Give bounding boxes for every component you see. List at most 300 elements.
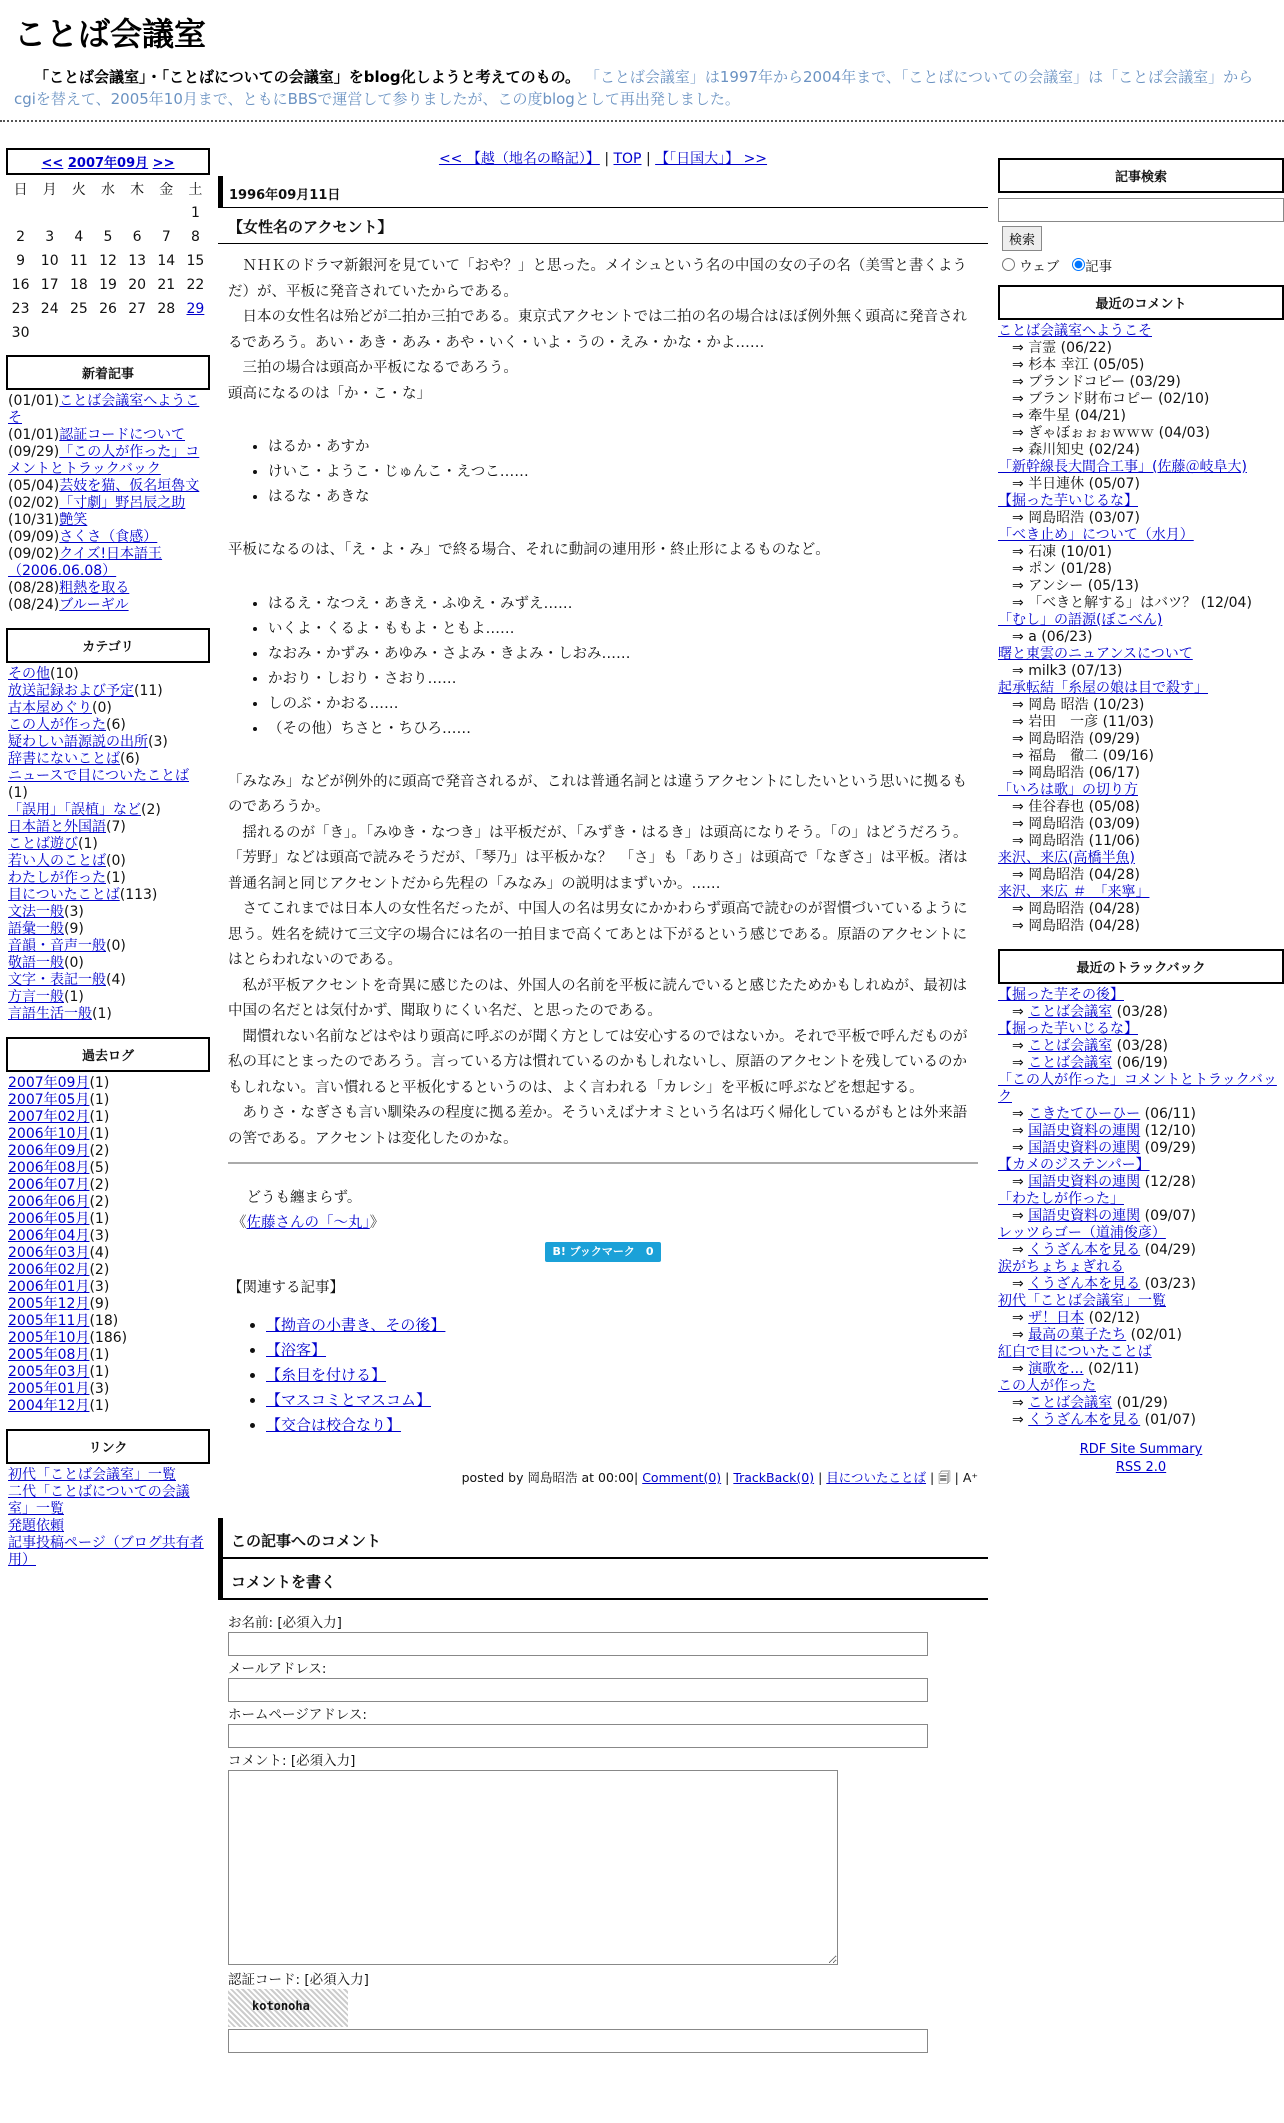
recent-article-item bbox=[8, 529, 208, 546]
calendar-day: 2 bbox=[16, 229, 26, 245]
calendar-day: 7 bbox=[161, 229, 171, 245]
recent-article-date: (05/04) bbox=[8, 478, 60, 494]
calendar-prev-link[interactable]: << bbox=[41, 156, 64, 171]
calendar-day: 18 bbox=[69, 277, 88, 293]
sato-maru-link[interactable]: 佐藤さんの「～丸」 bbox=[246, 1215, 370, 1231]
calendar-day: 16 bbox=[11, 277, 30, 293]
recent-comment-date: (03/29) bbox=[1129, 374, 1181, 390]
homepage-input[interactable] bbox=[228, 1724, 928, 1748]
calendar-day bbox=[181, 297, 210, 321]
trackback-link[interactable]: TrackBack(0) bbox=[733, 1470, 815, 1485]
recent-comment-author: 岩田 一彦 bbox=[1028, 714, 1099, 730]
recent-article-link[interactable]: 粗熱を取る bbox=[59, 580, 130, 596]
recent-comment-date: (11/06) bbox=[1088, 833, 1140, 849]
recent-trackback-entry bbox=[998, 1395, 1284, 1412]
archive-link[interactable]: 2006年04月 bbox=[8, 1228, 90, 1244]
recent-trackback-author[interactable]: くうざん本を見る bbox=[1028, 1412, 1141, 1428]
recent-comment-author: ブランドコピー bbox=[1028, 374, 1126, 390]
recent-trackback-article-link[interactable]: 初代「ことば会議室」一覧 bbox=[998, 1293, 1166, 1309]
recent-trackback-author[interactable]: ザ！日本 bbox=[1028, 1310, 1085, 1326]
category-count: (0) bbox=[106, 853, 126, 869]
entry-paragraph: 「みなみ」などが例外的に頭高で発音されるが、これは普通名詞とは違うアクセントにしたいという思いに拠るものであろうか。 bbox=[228, 773, 968, 815]
recent-comment-article-link[interactable]: 来沢、来広 ＃ 「来寧」 bbox=[998, 884, 1150, 900]
flat-name-list bbox=[268, 592, 978, 742]
link[interactable]: 記事投稿ページ（ブログ共有者用） bbox=[8, 1535, 204, 1568]
recent-comment-author: 言霊 bbox=[1028, 340, 1057, 356]
recent-comment-article bbox=[998, 782, 1284, 799]
recent-article-link[interactable]: クイズ!日本語王（2006.06.08） bbox=[8, 546, 163, 579]
recent-trackback-entry bbox=[998, 1208, 1284, 1225]
category-link[interactable]: 若い人のことば bbox=[8, 853, 106, 869]
recent-trackback-author[interactable]: 国語史資料の連関 bbox=[1028, 1208, 1141, 1224]
rss2-link[interactable]: RSS 2.0 bbox=[1115, 1460, 1167, 1475]
recent-article-item bbox=[8, 427, 208, 444]
arrow-icon: ⇒ bbox=[1012, 1310, 1029, 1326]
recent-trackback-article-link[interactable]: 涙がちょちょぎれる bbox=[998, 1259, 1124, 1275]
site-description bbox=[14, 66, 1274, 110]
archive-count: (5) bbox=[89, 1160, 110, 1176]
recent-comment-entry bbox=[998, 510, 1284, 527]
recent-trackback-entry bbox=[998, 1310, 1284, 1327]
category-link[interactable]: この人が作った bbox=[8, 717, 106, 733]
recent-comment-date: (01/28) bbox=[1060, 561, 1112, 577]
recent-trackback-author[interactable]: くうざん本を見る bbox=[1028, 1242, 1141, 1258]
calendar-day: 12 bbox=[99, 253, 117, 269]
archive-item bbox=[8, 1330, 208, 1347]
recent-trackback-date: (12/10) bbox=[1144, 1123, 1196, 1139]
recent-article-item bbox=[8, 444, 208, 478]
archive-item bbox=[8, 1211, 208, 1228]
recent-trackback-author[interactable]: 国語史資料の連関 bbox=[1028, 1174, 1141, 1190]
recent-comment-author: 岡島昭浩 bbox=[1028, 510, 1085, 526]
calendar-weekday: 木 bbox=[130, 182, 145, 198]
recent-article-link[interactable]: 認証コードについて bbox=[59, 427, 186, 443]
recent-comment-article bbox=[998, 612, 1284, 629]
archive-link[interactable]: 2006年10月 bbox=[8, 1126, 90, 1142]
recent-comment-article-link[interactable]: 「いろは歌」の切り方 bbox=[998, 782, 1138, 798]
name-list-item: • なおみ・かずみ・あゆみ・さよみ・きよみ・しおみ…… bbox=[268, 642, 978, 667]
recent-comment-entry bbox=[998, 663, 1284, 680]
archive-count: (2) bbox=[89, 1143, 110, 1159]
recent-comment-date: (06/23) bbox=[1041, 629, 1093, 645]
top-link[interactable]: TOP bbox=[613, 151, 642, 167]
entry-paragraph: 三拍の場合は頭高か平板になるであろう。 bbox=[228, 360, 518, 376]
archive-count: (1) bbox=[89, 1398, 110, 1414]
recent-trackback-author[interactable]: こきたてひーひー bbox=[1028, 1106, 1141, 1122]
category-link[interactable]: 「誤用」「誤植」など bbox=[8, 802, 141, 818]
link[interactable]: 発題依頼 bbox=[8, 1518, 64, 1534]
archive-item bbox=[8, 1262, 208, 1279]
archive-link[interactable]: 2006年09月 bbox=[8, 1143, 90, 1159]
category-item bbox=[8, 666, 208, 683]
archive-item bbox=[8, 1177, 208, 1194]
recent-comment-article-link[interactable]: 「新幹線長大間合工事」(佐藤＠岐阜大) bbox=[998, 459, 1247, 475]
archive-link[interactable]: 2006年02月 bbox=[8, 1262, 90, 1278]
recent-comment-article-link[interactable]: 曙と東雲のニュアンスについて bbox=[998, 646, 1193, 662]
recent-articles-list bbox=[6, 393, 210, 614]
captcha-label: 認証コード: [必須入力] bbox=[228, 1972, 369, 1988]
recent-comment-author: 佳谷春也 bbox=[1028, 799, 1085, 815]
recent-comment-author: 石凍 bbox=[1028, 544, 1057, 560]
links-list bbox=[6, 1467, 210, 1569]
calendar-day: 9 bbox=[16, 253, 26, 269]
archive-link[interactable]: 2007年05月 bbox=[8, 1092, 90, 1108]
recent-comment-entry bbox=[998, 765, 1284, 782]
category-item bbox=[8, 870, 208, 887]
calendar-day: 11 bbox=[69, 253, 88, 269]
recent-article-date: (09/02) bbox=[8, 546, 60, 562]
category-link[interactable]: ことば遊び bbox=[8, 836, 78, 852]
category-link[interactable]: 放送記録および予定 bbox=[8, 683, 134, 699]
category-link[interactable]: 目についたことば bbox=[826, 1470, 927, 1485]
calendar-day bbox=[93, 321, 122, 345]
arrow-icon: ⇒ bbox=[1012, 833, 1029, 849]
recent-trackback-article bbox=[998, 1157, 1284, 1174]
category-link[interactable]: 疑わしい語源説の出所 bbox=[8, 734, 148, 750]
homepage-label: ホームページアドレス: bbox=[228, 1707, 367, 1723]
recent-comment-entry bbox=[998, 867, 1284, 884]
archive-item bbox=[8, 1143, 208, 1160]
recent-trackback-date: (06/19) bbox=[1116, 1055, 1168, 1071]
arrow-icon: ⇒ bbox=[1012, 867, 1029, 883]
recent-article-link[interactable]: 「寸劇」野呂辰之助 bbox=[59, 495, 186, 511]
arrow-icon: ⇒ bbox=[1012, 1106, 1029, 1122]
recent-trackback-article-link[interactable]: 【掘った芋いじるな】 bbox=[998, 1021, 1138, 1037]
recent-comment-entry bbox=[998, 425, 1284, 442]
related-link[interactable]: 【浴客】 bbox=[266, 1341, 327, 1359]
archive-item bbox=[8, 1364, 208, 1381]
recent-trackback-author[interactable]: 国語史資料の連関 bbox=[1028, 1140, 1141, 1156]
calendar-day bbox=[181, 321, 210, 345]
recent-trackback-date: (04/29) bbox=[1144, 1242, 1196, 1258]
related-link[interactable]: 【交合は校合なり】 bbox=[266, 1416, 402, 1434]
category-link[interactable]: 辞書にないことば bbox=[8, 751, 120, 767]
rdf-link[interactable]: RDF Site Summary bbox=[1079, 1442, 1203, 1457]
archive-link[interactable]: 2005年10月 bbox=[8, 1330, 90, 1346]
recent-trackback-entry bbox=[998, 1055, 1284, 1072]
search-scope bbox=[1002, 255, 1284, 275]
category-link[interactable]: 文法一般 bbox=[8, 904, 64, 920]
archive-count: (1) bbox=[89, 1211, 110, 1227]
category-count: (9) bbox=[64, 921, 84, 937]
category-item bbox=[8, 921, 208, 938]
archive-link[interactable]: 2005年03月 bbox=[8, 1364, 90, 1380]
recent-comment-author: 岡島昭浩 bbox=[1028, 765, 1085, 781]
recent-article-item bbox=[8, 478, 208, 495]
search-input[interactable] bbox=[998, 198, 1284, 222]
calendar-day bbox=[35, 321, 64, 345]
link-item bbox=[8, 1484, 208, 1518]
arrow-icon: ⇒ bbox=[1012, 799, 1029, 815]
related-link[interactable]: 【拗音の小書き、その後】 bbox=[266, 1316, 446, 1334]
category-link[interactable]: その他 bbox=[8, 666, 50, 682]
recent-article-date: (01/01) bbox=[8, 393, 60, 409]
archive-link[interactable]: 2005年08月 bbox=[8, 1347, 90, 1363]
category-count: (4) bbox=[106, 972, 126, 988]
related-item bbox=[266, 1363, 988, 1388]
recent-comment-entry bbox=[998, 374, 1284, 391]
recent-comment-author: 「べきと解する」はバツ？ bbox=[1028, 595, 1197, 611]
archive-link[interactable]: 2005年01月 bbox=[8, 1381, 90, 1397]
archive-link[interactable]: 2006年05月 bbox=[8, 1211, 90, 1227]
recent-comment-entry bbox=[998, 561, 1284, 578]
recent-trackback-author[interactable]: ことば会議室 bbox=[1028, 1004, 1113, 1020]
recent-comment-article bbox=[998, 884, 1284, 901]
recent-comment-entry bbox=[998, 408, 1284, 425]
category-count: (7) bbox=[106, 819, 126, 835]
recent-comment-article-link[interactable]: 来沢、来広(高橋半魚) bbox=[998, 850, 1135, 866]
recent-comment-article bbox=[998, 680, 1284, 697]
recent-article-link[interactable]: 芸妓を猫、仮名垣魯文 bbox=[59, 478, 200, 494]
calendar-weekday: 土 bbox=[188, 182, 203, 198]
recent-comment-author: ブランド財布コピー bbox=[1028, 391, 1154, 407]
recent-article-date: (08/28) bbox=[8, 580, 60, 596]
entry-paragraph: ＮＨＫのドラマ新銀河を見ていて「おや？」と思った。メイシュという名の中国の女の子の名（美雪と書くようだ）が、平板に発音されていたからである。 bbox=[228, 258, 967, 300]
calendar-day bbox=[123, 321, 152, 345]
recent-trackback-entry bbox=[998, 1140, 1284, 1157]
archive-link[interactable]: 2006年08月 bbox=[8, 1160, 90, 1176]
archive-link[interactable]: 2005年11月 bbox=[8, 1313, 90, 1329]
calendar-day bbox=[152, 201, 181, 225]
category-item bbox=[8, 955, 208, 972]
archive-link[interactable]: 2005年12月 bbox=[8, 1296, 90, 1312]
recent-trackback-article-link[interactable]: 【掘った芋その後】 bbox=[998, 987, 1124, 1003]
captcha-image: kotonoha bbox=[228, 1989, 348, 2027]
radio-web[interactable] bbox=[1002, 258, 1015, 271]
recent-comment-article bbox=[998, 850, 1284, 867]
category-link[interactable]: 方言一般 bbox=[8, 989, 64, 1005]
arrow-icon: ⇒ bbox=[1012, 918, 1029, 934]
calendar-day: 4 bbox=[74, 229, 84, 245]
afterword-text: どうも纏まらず。 bbox=[232, 1190, 362, 1206]
recent-comment-article-link[interactable]: 「べき止め」について（水月） bbox=[998, 527, 1194, 543]
calendar-day bbox=[35, 201, 64, 225]
site-desc-bold: 「ことば会議室」・「ことばについての会議室」をblog化しようと考えてのもの。 bbox=[34, 68, 581, 86]
category-item bbox=[8, 751, 208, 768]
calendar-day: 20 bbox=[128, 277, 147, 293]
recent-trackback-article-link[interactable]: この人が作った bbox=[998, 1378, 1096, 1394]
next-entry-link[interactable]: 【「日国大」】 >> bbox=[655, 151, 768, 167]
recent-comment-entry bbox=[998, 629, 1284, 646]
recent-article-date: (09/09) bbox=[8, 529, 60, 545]
archive-link[interactable]: 2007年09月 bbox=[8, 1075, 90, 1091]
head-high-name-list bbox=[268, 435, 978, 510]
category-link[interactable]: 文字・表記一般 bbox=[8, 972, 106, 988]
related-title: 【関連する記事】 bbox=[228, 1280, 344, 1296]
calendar-day: 21 bbox=[157, 277, 176, 293]
recent-trackback-article-link[interactable]: 「この人が作った」コメントとトラックバック bbox=[998, 1072, 1277, 1105]
recent-trackback-author[interactable]: ことば会議室 bbox=[1028, 1038, 1113, 1054]
recent-trackback-date: (01/07) bbox=[1144, 1412, 1196, 1428]
archive-link[interactable]: 2006年03月 bbox=[8, 1245, 90, 1261]
captcha-input[interactable] bbox=[228, 2029, 928, 2053]
email-label: メールアドレス: bbox=[228, 1661, 327, 1677]
recent-comment-article-link[interactable]: 起承転結「糸屋の娘は目で殺す」 bbox=[998, 680, 1208, 696]
recent-trackback-author[interactable]: くうざん本を見る bbox=[1028, 1276, 1141, 1292]
posted-by-line: posted by 岡島昭浩 at 00:00| Comment(0) | TrackBack(0) | 目についたことば | 🗐 | A⁺ bbox=[461, 1470, 978, 1485]
link-item bbox=[8, 1467, 208, 1484]
comment-textarea[interactable] bbox=[228, 1770, 838, 1965]
link[interactable]: 初代「ことば会議室」一覧 bbox=[8, 1467, 176, 1483]
recent-article-date: (08/24) bbox=[8, 597, 60, 613]
recent-trackback-article-link[interactable]: レッツらゴー（道浦俊彦） bbox=[998, 1225, 1166, 1241]
radio-article[interactable] bbox=[1072, 258, 1085, 271]
recent-trackback-author[interactable]: 演歌を... bbox=[1028, 1361, 1084, 1377]
recent-trackback-article-link[interactable]: 【カメのジステンパー】 bbox=[998, 1157, 1150, 1173]
arrow-icon: ⇒ bbox=[1012, 340, 1029, 356]
arrow-icon: ⇒ bbox=[1012, 1140, 1029, 1156]
recent-comment-author: 森川知史 bbox=[1028, 442, 1085, 458]
recent-trackback-entry bbox=[998, 1004, 1284, 1021]
comment-form bbox=[218, 1600, 988, 2057]
category-link[interactable]: 日本語と外国語 bbox=[8, 819, 106, 835]
arrow-icon: ⇒ bbox=[1012, 1242, 1029, 1258]
category-count: (3) bbox=[148, 734, 168, 750]
entry-date: 1996年09月11日 bbox=[218, 176, 988, 208]
recent-comment-article-link[interactable]: 「むし」の語源(ぼこべん) bbox=[998, 612, 1163, 628]
recent-comment-article-link[interactable]: ことば会議室へようこそ bbox=[998, 323, 1152, 339]
category-count: (113) bbox=[119, 887, 158, 903]
calendar-day: 13 bbox=[128, 253, 147, 269]
calendar-month-link[interactable]: 2007年09月 bbox=[67, 156, 149, 171]
arrow-icon: ⇒ bbox=[1012, 442, 1029, 458]
share-icons[interactable]: | 🗐 | A⁺ bbox=[930, 1470, 978, 1485]
recent-comment-date: (02/24) bbox=[1088, 442, 1140, 458]
arrow-icon: ⇒ bbox=[1012, 1327, 1029, 1343]
entry-paragraph: 平板になるのは、「え・よ・み」で終る場合、それに動詞の連用形・終止形によるものなど。 bbox=[228, 542, 830, 558]
arrow-icon: ⇒ bbox=[1012, 374, 1029, 390]
recent-comments-title: 最近のコメント bbox=[998, 285, 1284, 320]
category-link[interactable]: 音韻・音声一般 bbox=[8, 938, 106, 954]
recent-article-link[interactable]: ブルーギル bbox=[59, 597, 129, 613]
related-link[interactable]: 【マスコミとマスコム】 bbox=[266, 1391, 432, 1409]
archive-link[interactable]: 2007年02月 bbox=[8, 1109, 90, 1125]
recent-comment-entry bbox=[998, 901, 1284, 918]
arrow-icon: ⇒ bbox=[1012, 1038, 1029, 1054]
category-link[interactable]: 敬語一般 bbox=[8, 955, 64, 971]
entry-paragraph: 揺れるのが「き」。「みゆき・なつき」は平板だが、「みずき・はるき」は頭高になりそう。「の」はどうだろう。「芳野」などは頭高で読みそうだが、「琴乃」は平板かな？ 「さ」も「ありさ」は頭高で「なぎさ」は平板。渚は普通名詞と同じアクセントだから先程の「みなみ」の説明はまずいか。…… bbox=[228, 824, 968, 892]
recent-trackback-entry bbox=[998, 1038, 1284, 1055]
afterword-link-line bbox=[232, 1211, 978, 1236]
recent-article-link[interactable]: ことば会議室へようこそ bbox=[8, 393, 200, 426]
category-link[interactable]: 古本屋めぐり bbox=[8, 700, 92, 716]
category-item bbox=[8, 768, 208, 802]
recent-trackbacks-title: 最近のトラックバック bbox=[998, 949, 1284, 984]
calendar-day: 28 bbox=[157, 301, 176, 317]
recent-comment-date: (05/13) bbox=[1087, 578, 1140, 594]
calendar-day-link[interactable]: 29 bbox=[186, 301, 205, 317]
archive-count: (1) bbox=[89, 1364, 110, 1380]
category-link[interactable]: 目についたことば bbox=[8, 887, 120, 903]
calendar-day bbox=[64, 201, 93, 225]
search-button[interactable]: 検索 bbox=[1002, 226, 1042, 251]
calendar-day: 25 bbox=[69, 301, 88, 317]
calendar-weekday: 日 bbox=[13, 182, 28, 198]
archive-count: (1) bbox=[89, 1126, 110, 1142]
recent-trackback-date: (09/29) bbox=[1144, 1140, 1196, 1156]
archive-link[interactable]: 2004年12月 bbox=[8, 1398, 90, 1414]
recent-trackback-author[interactable]: 最高の菓子たち bbox=[1028, 1327, 1127, 1343]
nav-separator: | bbox=[604, 151, 610, 167]
comment-link[interactable]: Comment(0) bbox=[642, 1470, 722, 1485]
recent-comment-date: (05/07) bbox=[1088, 476, 1140, 492]
category-link[interactable]: ニュースで目についたことば bbox=[8, 768, 190, 784]
radio-article-label: 記事 bbox=[1085, 259, 1113, 275]
archive-link[interactable]: 2006年01月 bbox=[8, 1279, 90, 1295]
recent-article-item bbox=[8, 495, 208, 512]
recent-article-date: (02/02) bbox=[8, 495, 60, 511]
hatena-bookmark-button[interactable]: B! ブックマーク 0 bbox=[545, 1242, 661, 1262]
recent-comment-entry bbox=[998, 578, 1284, 595]
calendar-next-link[interactable]: >> bbox=[152, 156, 175, 171]
recent-comment-article-link[interactable]: 【掘った芋いじるな】 bbox=[998, 493, 1138, 509]
category-link[interactable]: わたしが作った bbox=[8, 870, 106, 886]
recent-trackback-author[interactable]: ことば会議室 bbox=[1028, 1395, 1113, 1411]
arrow-icon: ⇒ bbox=[1012, 1361, 1029, 1377]
archive-count: (1) bbox=[89, 1092, 110, 1108]
recent-trackback-article-link[interactable]: 紅白で目についたことば bbox=[998, 1344, 1152, 1360]
recent-trackback-entry bbox=[998, 1106, 1284, 1123]
recent-comment-date: (11/03) bbox=[1102, 714, 1154, 730]
category-link[interactable]: 言語生活一般 bbox=[8, 1006, 92, 1022]
recent-comment-author: 岡島昭浩 bbox=[1028, 816, 1085, 832]
recent-article-link[interactable]: さくさ（食感） bbox=[59, 529, 158, 545]
email-input[interactable] bbox=[228, 1678, 928, 1702]
name-list-item: • （その他）ちさと・ちひろ…… bbox=[268, 717, 978, 742]
entry-paragraph: 頭高になるのは「か・こ・な」 bbox=[228, 385, 431, 402]
recent-comment-author: milk3 bbox=[1028, 663, 1067, 679]
recent-article-link[interactable]: 「この人が作った」コメントとトラックバック bbox=[8, 444, 200, 477]
recent-comment-entry bbox=[998, 595, 1284, 612]
archive-link[interactable]: 2006年06月 bbox=[8, 1194, 90, 1210]
related-link[interactable]: 【糸目を付ける】 bbox=[266, 1366, 387, 1384]
arrow-icon: ⇒ bbox=[1012, 1174, 1029, 1190]
category-count: (3) bbox=[64, 904, 84, 920]
calendar-title bbox=[6, 148, 210, 175]
recent-comment-entry bbox=[998, 697, 1284, 714]
prev-entry-link[interactable]: << 【越（地名の略記）】 bbox=[438, 151, 600, 167]
arrow-icon: ⇒ bbox=[1012, 663, 1029, 679]
calendar-weekday: 月 bbox=[42, 182, 57, 198]
radio-web-label: ウェブ bbox=[1019, 259, 1060, 275]
recent-article-item bbox=[8, 546, 208, 580]
calendar-day: 8 bbox=[190, 229, 200, 245]
category-count: (2) bbox=[141, 802, 161, 818]
arrow-icon: ⇒ bbox=[1012, 1004, 1029, 1020]
recent-trackback-entry bbox=[998, 1174, 1284, 1191]
recent-trackback-author[interactable]: 国語史資料の連関 bbox=[1028, 1123, 1141, 1139]
category-item bbox=[8, 887, 208, 904]
site-title[interactable]: ことば会議室 bbox=[14, 15, 207, 53]
name-input[interactable] bbox=[228, 1632, 928, 1656]
recent-trackback-author[interactable]: ことば会議室 bbox=[1028, 1055, 1113, 1071]
category-link[interactable]: 語彙一般 bbox=[8, 921, 64, 937]
recent-trackback-date: (09/07) bbox=[1144, 1208, 1196, 1224]
recent-comment-date: (03/07) bbox=[1088, 510, 1140, 526]
comments-heading: この記事へのコメント bbox=[218, 1518, 988, 1559]
recent-article-link[interactable]: 艶笑 bbox=[59, 512, 88, 528]
link[interactable]: 二代「ことばについての会議室」一覧 bbox=[8, 1484, 190, 1517]
archive-item bbox=[8, 1228, 208, 1245]
recent-comment-author: 牽牛星 bbox=[1028, 408, 1071, 424]
recent-trackback-article bbox=[998, 1225, 1284, 1242]
category-count: (10) bbox=[50, 666, 79, 682]
recent-comment-author: ぎゃぼぉぉぉｗｗｗ bbox=[1028, 425, 1155, 441]
archive-link[interactable]: 2006年07月 bbox=[8, 1177, 90, 1193]
name-list-item: • かおり・しおり・さおり…… bbox=[268, 667, 978, 692]
recent-trackback-article-link[interactable]: 「わたしが作った」 bbox=[998, 1191, 1124, 1207]
name-label: お名前: [必須入力] bbox=[228, 1615, 342, 1631]
